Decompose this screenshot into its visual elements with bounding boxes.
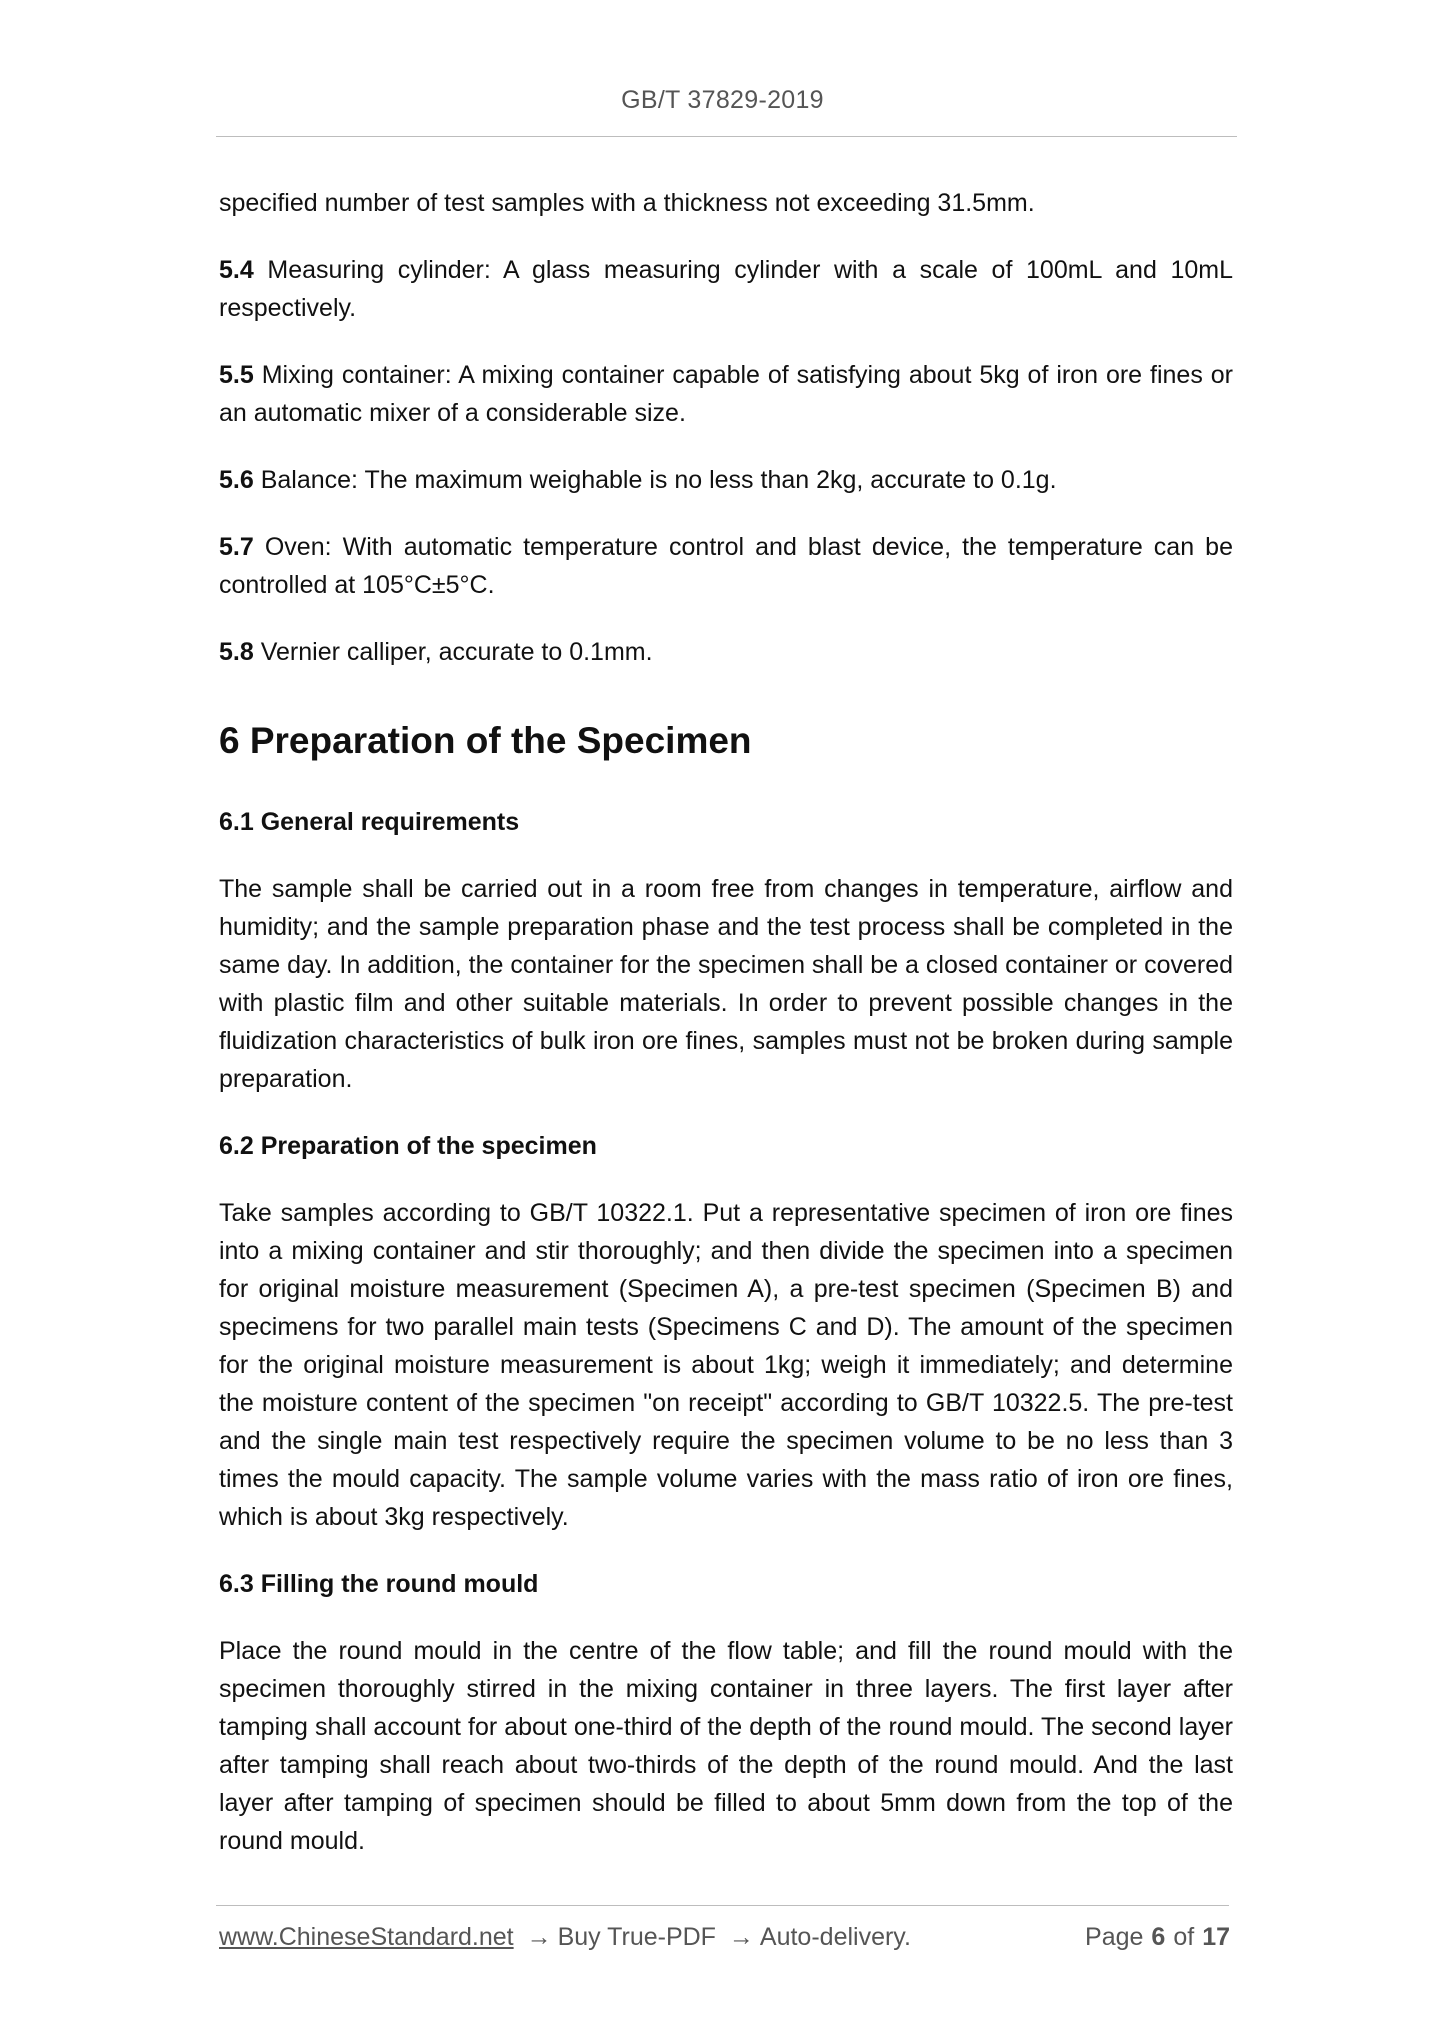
clause-5-6 bbox=[219, 461, 1233, 499]
section-heading: 6 Preparation of the Specimen bbox=[219, 720, 752, 761]
clause-5-8 bbox=[219, 633, 1233, 671]
clause-text: Measuring cylinder: A glass measuring cylinder with a scale of 100mL and 10mL respectively. bbox=[219, 256, 1233, 322]
clause-number: 5.5 bbox=[219, 361, 254, 389]
auto-delivery-text: Auto-delivery. bbox=[759, 1923, 911, 1951]
page-total: 17 bbox=[1202, 1923, 1230, 1951]
document-header-title: GB/T 37829-2019 bbox=[621, 86, 824, 114]
header-divider bbox=[216, 136, 1237, 137]
page-indicator bbox=[1085, 1923, 1230, 1952]
website-link[interactable]: www.ChineseStandard.net bbox=[219, 1923, 514, 1951]
subsection-heading-6-1: 6.1 General requirements bbox=[219, 808, 520, 836]
arrow-right-icon: → bbox=[728, 1923, 754, 1951]
buy-pdf-text: Buy True-PDF bbox=[557, 1923, 716, 1951]
subsection-heading-6-3: 6.3 Filling the round mould bbox=[219, 1570, 539, 1598]
subsection-body-6-3: Place the round mould in the centre of the flow table; and fill the round mould with the specimen thoroughly stirred in the mixing container in three layers. The first layer after tamping shall account for about one-third of the depth of the round mould. The second layer after tamping shall reach about two-thirds of the depth of the round mould. And the last layer after tamping of specimen should be filled to about 5mm down from the top of the round mould. bbox=[219, 1637, 1233, 1855]
subsection-heading-6-2: 6.2 Preparation of the specimen bbox=[219, 1132, 597, 1160]
of-label: of bbox=[1173, 1923, 1195, 1951]
clause-5-7 bbox=[219, 528, 1233, 604]
clause-text: Balance: The maximum weighable is no less than 2kg, accurate to 0.1g. bbox=[253, 466, 1057, 494]
subsection-body-6-1: The sample shall be carried out in a room free from changes in temperature, airflow and humidity; and the sample preparation phase and the test process shall be completed in the same day. In addition, the container for the specimen shall be a closed container or covered with plastic film and other suitable materials. In order to prevent possible changes in the fluidization characteristics of bulk iron ore fines, samples must not be broken during sample preparation. bbox=[219, 875, 1234, 1093]
clause-5-4 bbox=[219, 251, 1233, 327]
page-number: 6 bbox=[1151, 1923, 1166, 1951]
page-label: Page bbox=[1085, 1923, 1144, 1951]
clause-text: Oven: With automatic temperature control and blast device, the temperature can be controlled at 105°C±5°C. bbox=[219, 533, 1233, 599]
clause-number: 5.7 bbox=[219, 533, 254, 561]
clause-number: 5.4 bbox=[219, 256, 254, 284]
footer-divider bbox=[216, 1905, 1229, 1906]
clause-text: Mixing container: A mixing container capable of satisfying about 5kg of iron ore fines or an automatic mixer of a considerable size. bbox=[219, 361, 1233, 427]
clause-text: Vernier calliper, accurate to 0.1mm. bbox=[253, 638, 653, 666]
clause-number: 5.8 bbox=[219, 638, 254, 666]
arrow-right-icon: → bbox=[526, 1923, 552, 1951]
clause-5-5 bbox=[219, 356, 1233, 432]
subsection-body-6-2: Take samples according to GB/T 10322.1. Put a representative specimen of iron ore fines into a mixing container and stir thoroughly; and then divide the specimen into a specimen for original moisture measurement (Specimen A), a pre-test specimen (Specimen B) and specimens for two parallel main tests (Specimens C and D). The amount of the specimen for the original moisture measurement is about 1kg; weigh it immediately; and determine the moisture content of the specimen "on receipt" according to GB/T 10322.5. The pre-test and the single main test respectively require the specimen volume to be no less than 3 times the mould capacity. The sample volume varies with the mass ratio of iron ore fines, which is about 3kg respectively. bbox=[219, 1199, 1233, 1531]
clause-number: 5.6 bbox=[219, 466, 254, 494]
document-body bbox=[219, 184, 1233, 1889]
intro-paragraph: specified number of test samples with a thickness not exceeding 31.5mm. bbox=[219, 189, 1035, 217]
footer-promo bbox=[219, 1923, 911, 1952]
